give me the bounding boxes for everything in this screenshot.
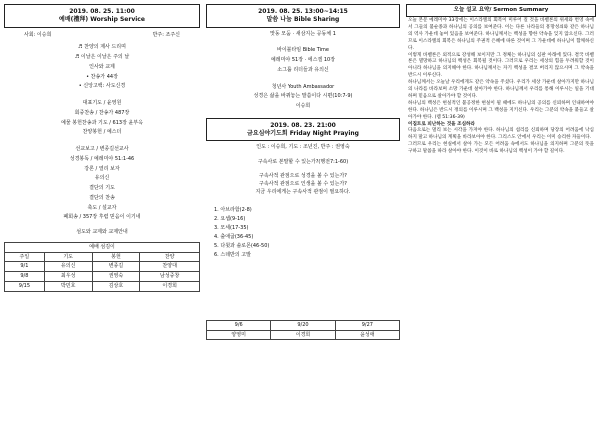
friday-date: 2019. 08. 23. 21:00	[270, 121, 336, 129]
worship-order	[4, 44, 200, 236]
table-cell: 찬양대	[140, 262, 200, 272]
order-item: ♬ 이날은 이날은 주의 날	[74, 54, 130, 61]
prayer-item: 4. 출애굽(36-45)	[214, 233, 254, 240]
sermon-paragraph: 그러므로 우리는 현실에서 살아 가는 모든 어려움 속에서도 하나님을 의지하며 그분의 뜻을 구하고 말씀을 따라 살아야 한다. 이것이 바로 하나님의 백성이 가야 할 길이다.	[408, 142, 594, 155]
table-header: 주일	[5, 252, 45, 262]
order-item: 강론 / 열리 보자	[84, 165, 120, 172]
bible-time-label: 바이블타임 Bible Time	[276, 47, 330, 54]
sermon-text	[406, 17, 596, 156]
table-cell: 양영미	[207, 330, 271, 340]
table-cell: 9/15	[5, 281, 45, 291]
worship-organ: 반주: 조주신	[152, 31, 180, 38]
order-item: 예물 봉헌찬송과 기도 / 613장 윤부옥	[61, 119, 143, 126]
sermon-paragraph: 다음으로는 멀리 보는 시각을 가져야 한다. 하나님의 섭리를 신뢰하며 당장의 어려움에 낙심하지 말고 하나님의 계획을 바라보아야 한다. 그리스도 안에서 우리는 이미 승리한 자들이다.	[408, 128, 594, 141]
table-row	[207, 330, 400, 340]
worship-date: 2019. 08. 25. 11:00	[69, 8, 135, 15]
prayer-item: 3. 모세(17-35)	[214, 224, 249, 231]
order-item: 회중찬송 / 찬송가 487장	[74, 109, 130, 116]
friday-questions	[206, 172, 400, 196]
prayer-item: 2. 요셉(9-16)	[214, 215, 246, 222]
table-row	[5, 272, 200, 282]
ambassador-name: 이승희	[295, 103, 311, 110]
prayer-item: 5. 다윗과 솔로몬(46-50)	[214, 242, 270, 249]
worship-title: 예배(禮拜) Worship Service	[59, 15, 145, 23]
friday-title: 금요심야기도회 Friday Night Praying	[247, 129, 359, 137]
order-item: 대표기도 / 윤영원	[82, 100, 122, 107]
table-header: 9/20	[271, 320, 335, 330]
order-item: • 신앙고백: 사도신경	[78, 83, 126, 90]
table-header-row	[5, 252, 200, 262]
table-cell: 권영숙	[92, 272, 140, 282]
sermon-paragraph: 이렇게 바벨론은 외적으로 강성해 보이지만 그 정체는 하나님의 심판 아래에 있다. 결국 바벨론은 멸망하고 하나님의 백성은 회복될 것이다. 그러므로 우리는 세상의 힘을 두려워할 것이 아니라 하나님을 의지해야 한다. 하나님께서는 자기 백성을 결코 버리지 않으시며 그 약속을 반드시 이루신다.	[408, 52, 594, 79]
sermon-column	[406, 4, 596, 156]
sharing-title: 말씀 나눔 Bible Sharing	[266, 15, 340, 23]
order-item: 섬도와 교제와 교제안내	[76, 229, 128, 236]
table-header: 9/27	[335, 320, 399, 330]
prayer-item: 6. 스데반의 고발	[214, 251, 251, 258]
table-cell: 윤성애	[335, 330, 399, 340]
question-item: 구속사적 관점으로 성경을 볼 수 있는가?	[259, 172, 347, 179]
order-item: 인사와 교제	[89, 63, 115, 70]
table-cell: 이경희	[271, 330, 335, 340]
ambassador-label: 청년사 Youth Ambassador	[271, 83, 335, 90]
table-cell: 9/1	[5, 262, 45, 272]
order-item: 축도 / 설교자	[87, 204, 117, 211]
table-header: 찬양	[140, 252, 200, 262]
table-cell: 최우성	[44, 272, 92, 282]
order-item: 결단의 기도	[89, 185, 115, 192]
table-cell: 9/8	[5, 272, 45, 282]
friday-banner	[206, 118, 400, 142]
sharing-date: 2019. 08. 25. 13:00~14:15	[258, 8, 348, 15]
sermon-paragraph: 하나님의 백성은 현실적인 불공정한 현실이 될 때에도 하나님의 공의를 신뢰하며 인내하여야 한다. 하나님은 반드시 정의를 이루시며 그 백성을 지키신다. 우리는 그분의 약속을 붙들고 살아가야 한다. (렘 51:36-39)	[408, 100, 594, 120]
worship-leader: 사회: 이승희	[24, 31, 52, 38]
sermon-highlight: 이집트로 피난하는 것을 조심하라	[408, 121, 475, 127]
prayer-item: 1. 아브라함(2-8)	[214, 206, 252, 213]
question-item: 지금 우리에게는 구속사적 관점이 필요하다.	[255, 188, 351, 195]
order-item: 결단의 찬송	[89, 194, 115, 201]
schedule-caption: 예배 섬김이	[4, 242, 200, 252]
question-item: 구속사적 관점으로 인생을 볼 수 있는가?	[259, 180, 347, 187]
sharing-column	[206, 4, 400, 340]
worship-leaders	[4, 32, 200, 39]
table-cell: 박민호	[44, 281, 92, 291]
order-item: • 찬송가 44장	[86, 73, 118, 80]
table-cell: 변종길	[92, 262, 140, 272]
worship-column	[4, 4, 200, 292]
table-header-row	[207, 320, 400, 330]
sermon-paragraph: 하나님께서는 오늘날 우리에게도 같은 약속을 주셨다. 우리가 세상 가운데 살아가지만 하나님의 나라를 바라보며 소망 가운데 살아가야 한다. 하나님께서 우리를 통해 이루시는 일을 기대하며 믿음으로 살아가야 할 것이다.	[408, 80, 594, 99]
sermon-paragraph: 오늘 본문 예레미야 33장에는 이스라엘의 회복이 미루어 질 것을 바벨론의 위세와 번영 속에서 그들의 불순종과 하나님의 공의를 보여준다. 이는 다른 나라들의 흥망성쇠와 같은 하나님의 역사 가운데 놓여 있음을 보여준다. 하나님께서는 백성을 향한 약속을 잊지 않으신다. 그러므로 이스라엘의 회복은 하나님의 주권적 은혜에 따른 것이며 그 가운데에 하나님이 함께하신다.	[408, 18, 594, 51]
friday-subtitle: 인도 : 이승희, 기도 : 조년진, 반주 : 권영숙	[256, 144, 350, 151]
table-header: 기도	[44, 252, 92, 262]
bible-ref-2: 소그룹 리더들과 유의신	[277, 66, 329, 73]
sermon-title: 오늘 설교 요약/ Sermon Summary	[406, 4, 596, 17]
order-item: 폐회송 / 357장 후렴 믿음이 이기네	[63, 214, 141, 221]
table-cell: 남성중창	[140, 272, 200, 282]
schedule-table	[4, 252, 200, 292]
table-cell: 이경희	[140, 281, 200, 291]
table-header: 9/6	[207, 320, 271, 330]
order-item: 성경봉독 / 예레미야 51:1-46	[69, 155, 135, 162]
ambassador-verse: 성경은 삶을 바꿔놓는 말씀이다 시편(10:7-9)	[253, 93, 353, 100]
order-item: 선교보고 / 변종길선교사	[75, 146, 129, 153]
table-header: 봉헌	[92, 252, 140, 262]
table-cell: 김상호	[92, 281, 140, 291]
order-item: 찬양봉헌 / 예스더	[82, 129, 122, 136]
order-item: ♬ 찬양의 제사 드리며	[78, 44, 126, 51]
friday-schedule-table	[206, 320, 400, 341]
sharing-subtitle: 맛동 모둠 · 새삼지는 공동체 1	[270, 30, 336, 37]
friday-theme: 구속사로 본말할 수 있는가?(행전7:1-60)	[257, 159, 349, 166]
order-item: 유의신	[94, 175, 110, 182]
table-cell: 유의신	[44, 262, 92, 272]
table-row	[5, 262, 200, 272]
worship-banner	[4, 4, 200, 28]
sharing-banner	[206, 4, 400, 28]
bible-ref-1: 예레미야 51장 · 에스겔 10장	[270, 57, 336, 64]
table-row	[5, 281, 200, 291]
prayer-list	[206, 206, 400, 260]
